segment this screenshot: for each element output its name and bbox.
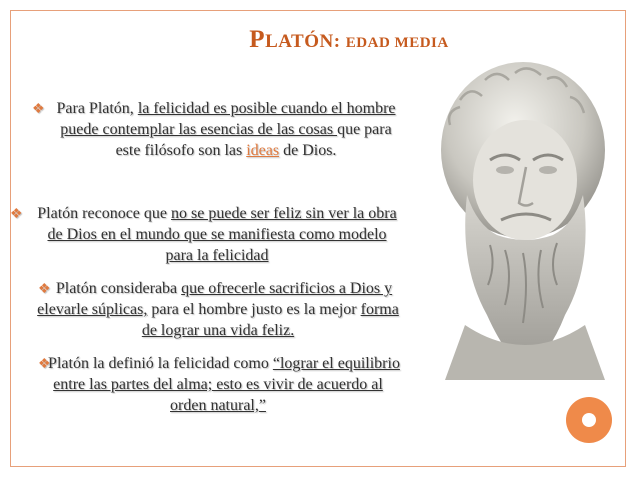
title-first-letter: P bbox=[249, 26, 266, 53]
bullet-1-ideas-link[interactable]: ideas bbox=[246, 142, 280, 159]
diamond-bullet-icon: ❖ bbox=[38, 282, 51, 297]
bullet-4-underlined: “lograr el equilibrio entre las partes del alma; esto es vivir de acuerdo al orden natural,” bbox=[53, 355, 400, 414]
bullet-2 bbox=[10, 203, 402, 266]
bullet-4 bbox=[36, 353, 400, 416]
bullet-2-text-a: Platón reconoce que bbox=[37, 205, 172, 222]
bullet-4-text-a: Platón la definió la felicidad como bbox=[48, 355, 273, 372]
bullet-1-underlined: la felicidad es posible cuando el hombre puede contemplar las esencias de las cosas bbox=[60, 100, 396, 138]
bullet-3-text-a: Platón consideraba bbox=[55, 280, 182, 297]
slide-title bbox=[0, 26, 638, 54]
bullet-3 bbox=[36, 278, 400, 341]
bullet-1-text-c: de Dios. bbox=[279, 142, 337, 159]
title-suffix: EDAD MEDIA bbox=[345, 35, 449, 51]
decorative-orange-circle bbox=[566, 397, 612, 443]
diamond-bullet-icon: ❖ bbox=[38, 357, 51, 372]
bullet-1-text-a: Para Platón, bbox=[56, 100, 138, 117]
bullet-3-underlined-b: forma de lograr una vida feliz. bbox=[141, 301, 399, 339]
diamond-bullet-icon: ❖ bbox=[10, 207, 23, 222]
bullet-3-text-b: para el hombre justo es la mejor bbox=[147, 301, 361, 318]
bullet-2-underlined: no se puede ser feliz sin ver la obra de Dios en el mundo que se manifiesta como modelo para la felicidad bbox=[47, 205, 397, 264]
title-rest: LATÓN: bbox=[265, 31, 341, 52]
plato-bust-image bbox=[405, 55, 630, 380]
bullet-3-underlined-a: que ofrecerle sacrificios a Dios y elevarle súplicas, bbox=[37, 280, 393, 318]
bullet-1-text-b: que para este filósofo son las bbox=[115, 121, 392, 159]
bullet-1 bbox=[32, 98, 404, 161]
diamond-bullet-icon: ❖ bbox=[32, 102, 45, 117]
